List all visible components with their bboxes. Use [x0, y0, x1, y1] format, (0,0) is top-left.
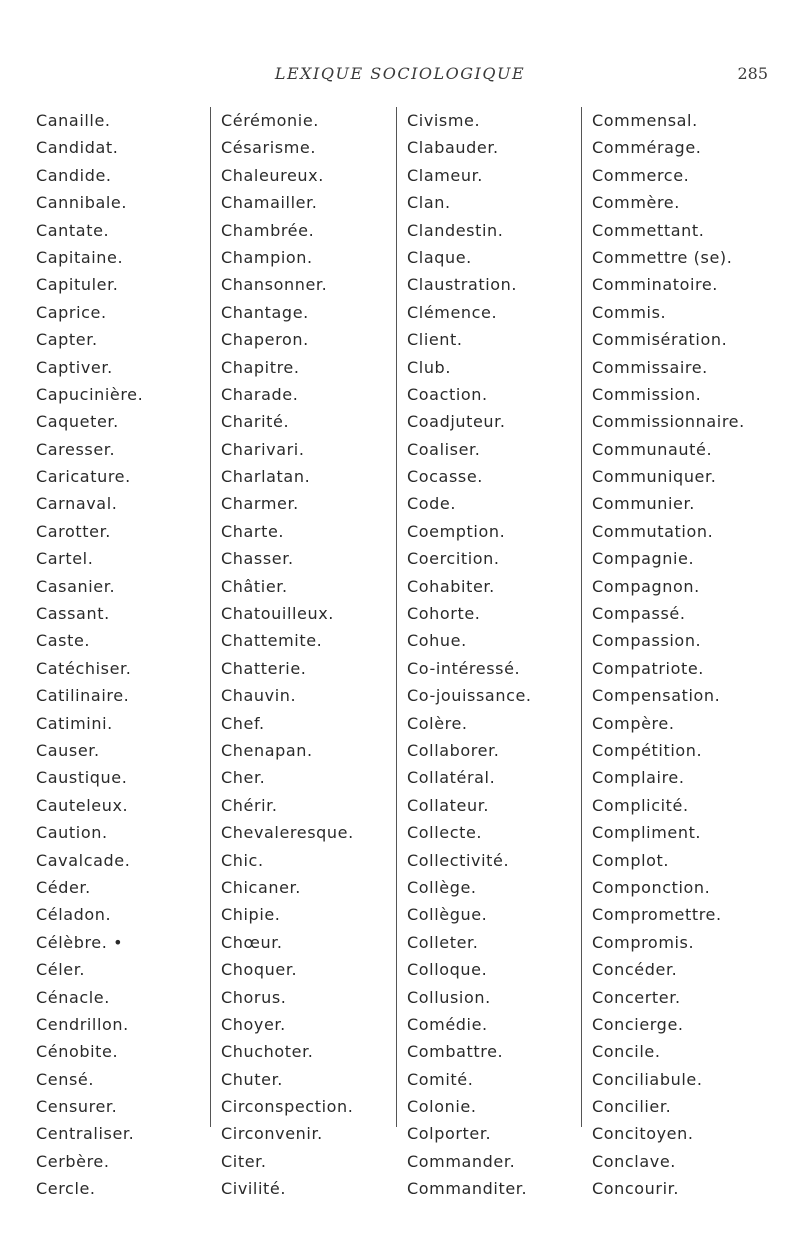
- lexicon-entry: Chansonner.: [221, 275, 328, 295]
- lexicon-entry: Commissionnaire.: [592, 412, 745, 432]
- lexicon-entry: Commission.: [592, 384, 702, 404]
- lexicon-entry: Cénacle.: [36, 987, 110, 1007]
- lexicon-entry: Candidat.: [36, 138, 119, 158]
- lexicon-entry: Code.: [407, 494, 457, 514]
- lexicon-entry: Carotter.: [36, 521, 111, 541]
- lexicon-entry: Coaliser.: [407, 439, 481, 459]
- page-number: 285: [737, 64, 768, 83]
- lexicon-entry: Choyer.: [221, 1014, 286, 1034]
- lexicon-entry: Capter.: [36, 330, 98, 350]
- lexicon-entry: Cannibale.: [36, 193, 128, 213]
- lexicon-entry: Centraliser.: [36, 1124, 135, 1144]
- word-columns: [0, 107, 800, 1199]
- lexicon-entry: Comité.: [407, 1069, 474, 1089]
- lexicon-entry: Coadjuteur.: [407, 412, 506, 432]
- lexicon-entry: Caricature.: [36, 467, 131, 487]
- lexicon-entry: Conclave.: [592, 1151, 676, 1171]
- lexicon-entry: Communiquer.: [592, 467, 717, 487]
- lexicon-entry: Céder.: [36, 877, 91, 897]
- lexicon-entry: Coaction.: [407, 384, 488, 404]
- lexicon-entry: Clan.: [407, 193, 451, 213]
- lexicon-entry: Caresser.: [36, 439, 116, 459]
- lexicon-entry: Chœur.: [221, 932, 283, 952]
- lexicon-entry: Chef.: [221, 713, 265, 733]
- lexicon-entry: Caustique.: [36, 768, 128, 788]
- lexicon-entry: Cendrillon.: [36, 1014, 129, 1034]
- lexicon-entry: Capucinière.: [36, 384, 144, 404]
- lexicon-entry: Charivari.: [221, 439, 305, 459]
- lexicon-entry: Compère.: [592, 713, 675, 733]
- lexicon-entry: Compagnie.: [592, 549, 695, 569]
- lexicon-entry: Chérir.: [221, 795, 278, 815]
- lexicon-entry: Capituler.: [36, 275, 119, 295]
- lexicon-entry: Colleter.: [407, 932, 479, 952]
- lexicon-entry: Commerce.: [592, 165, 690, 185]
- lexicon-entry: Cérémonie.: [221, 111, 319, 130]
- lexicon-entry: Cavalcade.: [36, 850, 131, 870]
- lexicon-entry: Commérage.: [592, 138, 702, 158]
- lexicon-entry: Commanditer.: [407, 1179, 528, 1199]
- lexicon-entry: Circonvenir.: [221, 1124, 323, 1144]
- lexicon-entry: Captiver.: [36, 357, 113, 377]
- lexicon-entry: Chevaleresque.: [221, 823, 354, 843]
- lexicon-entry: Compatriote.: [592, 658, 704, 678]
- lexicon-entry: Chattemite.: [221, 631, 323, 651]
- word-column-3: [396, 107, 577, 1199]
- lexicon-entry: Circonspection.: [221, 1097, 354, 1117]
- lexicon-entry: Clémence.: [407, 302, 498, 322]
- lexicon-entry: Commander.: [407, 1151, 516, 1171]
- lexicon-entry: Commettre (se).: [592, 247, 733, 267]
- lexicon-entry: Clandestin.: [407, 220, 504, 240]
- lexicon-entry: Claustration.: [407, 275, 518, 295]
- lexicon-entry: Citer.: [221, 1151, 267, 1171]
- lexicon-entry: Chaleureux.: [221, 165, 324, 185]
- word-column-1: [36, 107, 206, 1199]
- lexicon-entry: Chatterie.: [221, 658, 307, 678]
- lexicon-entry: Charte.: [221, 521, 285, 541]
- lexicon-entry: Champion.: [221, 247, 313, 267]
- lexicon-entry: Collatéral.: [407, 768, 496, 788]
- lexicon-entry: Charmer.: [221, 494, 299, 514]
- lexicon-entry: Chuchoter.: [221, 1042, 314, 1062]
- lexicon-entry: Clabauder.: [407, 138, 499, 158]
- lexicon-entry: Conciliabule.: [592, 1069, 703, 1089]
- lexicon-entry: Chipie.: [221, 905, 281, 925]
- lexicon-entry: Cher.: [221, 768, 266, 788]
- lexicon-entry: Commis.: [592, 302, 667, 322]
- lexicon-entry: Combattre.: [407, 1042, 504, 1062]
- lexicon-entry: Communier.: [592, 494, 695, 514]
- lexicon-entry: Concitoyen.: [592, 1124, 694, 1144]
- page-header: [0, 60, 800, 90]
- lexicon-entry: Chaperon.: [221, 330, 309, 350]
- lexicon-entry: Civilité.: [221, 1179, 287, 1199]
- lexicon-entry: Canaille.: [36, 111, 111, 130]
- lexicon-entry: Coemption.: [407, 521, 506, 541]
- lexicon-entry: Compromis.: [592, 932, 695, 952]
- lexicon-entry: Compassion.: [592, 631, 702, 651]
- lexicon-entry: Compétition.: [592, 740, 703, 760]
- lexicon-entry: Cercle.: [36, 1179, 96, 1199]
- lexicon-entry: Célèbre. •: [36, 932, 124, 952]
- word-column-4: [581, 107, 800, 1199]
- lexicon-entry: Cohorte.: [407, 604, 481, 624]
- lexicon-entry: Chantage.: [221, 302, 309, 322]
- lexicon-entry: Céler.: [36, 960, 86, 980]
- word-column-2: [210, 107, 391, 1199]
- lexicon-entry: Cartel.: [36, 549, 94, 569]
- lexicon-entry: Cauteleux.: [36, 795, 129, 815]
- lexicon-entry: Commettant.: [592, 220, 705, 240]
- word-list: [211, 107, 391, 1203]
- lexicon-entry: Collègue.: [407, 905, 488, 925]
- lexicon-entry: Civisme.: [407, 111, 481, 130]
- lexicon-entry: Chasser.: [221, 549, 294, 569]
- lexicon-entry: Claque.: [407, 247, 472, 267]
- lexicon-entry: Catimini.: [36, 713, 113, 733]
- lexicon-entry: Collectivité.: [407, 850, 510, 870]
- lexicon-entry: Concourir.: [592, 1179, 680, 1199]
- lexicon-entry: Charade.: [221, 384, 299, 404]
- lexicon-entry: Carnaval.: [36, 494, 118, 514]
- lexicon-entry: Cantate.: [36, 220, 110, 240]
- lexicon-entry: Cohue.: [407, 631, 467, 651]
- lexicon-entry: Candide.: [36, 165, 112, 185]
- lexicon-entry: Comédie.: [407, 1014, 488, 1034]
- lexicon-entry: Compensation.: [592, 686, 721, 706]
- lexicon-entry: Commutation.: [592, 521, 714, 541]
- lexicon-entry: Caqueter.: [36, 412, 119, 432]
- lexicon-entry: Complicité.: [592, 795, 689, 815]
- lexicon-entry: Colloque.: [407, 960, 488, 980]
- lexicon-entry: Concéder.: [592, 960, 678, 980]
- lexicon-entry: Colporter.: [407, 1124, 492, 1144]
- lexicon-entry: Choquer.: [221, 960, 298, 980]
- lexicon-entry: Collateur.: [407, 795, 490, 815]
- lexicon-entry: Censé.: [36, 1069, 95, 1089]
- lexicon-entry: Complot.: [592, 850, 670, 870]
- word-list: [36, 107, 206, 1203]
- lexicon-entry: Commère.: [592, 193, 680, 213]
- lexicon-entry: Co-jouissance.: [407, 686, 532, 706]
- lexicon-entry: Censurer.: [36, 1097, 118, 1117]
- lexicon-entry: Césarisme.: [221, 138, 317, 158]
- lexicon-entry: Cerbère.: [36, 1151, 110, 1171]
- lexicon-entry: Concierge.: [592, 1014, 684, 1034]
- lexicon-entry: Co-intéressé.: [407, 658, 521, 678]
- lexicon-entry: Casanier.: [36, 576, 116, 596]
- lexicon-entry: Commisération.: [592, 330, 728, 350]
- lexicon-entry: Commensal.: [592, 111, 698, 130]
- lexicon-entry: Concerter.: [592, 987, 681, 1007]
- lexicon-entry: Châtier.: [221, 576, 288, 596]
- lexicon-entry: Charlatan.: [221, 467, 311, 487]
- lexicon-entry: Communauté.: [592, 439, 713, 459]
- lexicon-entry: Charité.: [221, 412, 290, 432]
- lexicon-entry: Catéchiser.: [36, 658, 132, 678]
- running-title: LEXIQUE SOCIOLOGIQUE: [274, 64, 526, 83]
- lexicon-entry: Collège.: [407, 877, 477, 897]
- word-list: [397, 107, 577, 1203]
- lexicon-entry: Collecte.: [407, 823, 483, 843]
- lexicon-entry: Comminatoire.: [592, 275, 718, 295]
- lexicon-entry: Céladon.: [36, 905, 112, 925]
- lexicon-entry: Caste.: [36, 631, 91, 651]
- lexicon-entry: Commissaire.: [592, 357, 708, 377]
- lexicon-entry: Compassé.: [592, 604, 686, 624]
- word-list: [582, 107, 800, 1203]
- lexicon-entry: Catilinaire.: [36, 686, 130, 706]
- lexicon-entry: Concile.: [592, 1042, 661, 1062]
- lexicon-entry: Capitaine.: [36, 247, 124, 267]
- lexicon-entry: Chenapan.: [221, 740, 313, 760]
- lexicon-entry: Cénobite.: [36, 1042, 119, 1062]
- lexicon-entry: Caution.: [36, 823, 108, 843]
- lexicon-entry: Chorus.: [221, 987, 287, 1007]
- lexicon-entry: Chamailler.: [221, 193, 318, 213]
- lexicon-entry: Coercition.: [407, 549, 500, 569]
- lexicon-entry: Colonie.: [407, 1097, 477, 1117]
- lexicon-entry: Caprice.: [36, 302, 107, 322]
- lexicon-entry: Componction.: [592, 877, 711, 897]
- lexicon-entry: Compliment.: [592, 823, 702, 843]
- lexicon-entry: Causer.: [36, 740, 100, 760]
- lexicon-entry: Collaborer.: [407, 740, 500, 760]
- lexicon-entry: Collusion.: [407, 987, 491, 1007]
- lexicon-entry: Compromettre.: [592, 905, 722, 925]
- lexicon-entry: Cassant.: [36, 604, 110, 624]
- lexicon-entry: Compagnon.: [592, 576, 700, 596]
- lexicon-entry: Chapitre.: [221, 357, 300, 377]
- lexicon-entry: Client.: [407, 330, 463, 350]
- lexicon-entry: Chauvin.: [221, 686, 297, 706]
- lexicon-entry: Club.: [407, 357, 451, 377]
- lexicon-entry: Chatouilleux.: [221, 604, 334, 624]
- lexicon-entry: Cohabiter.: [407, 576, 495, 596]
- lexicon-entry: Cocasse.: [407, 467, 483, 487]
- lexicon-entry: Concilier.: [592, 1097, 672, 1117]
- lexicon-entry: Chicaner.: [221, 877, 301, 897]
- lexicon-entry: Colère.: [407, 713, 468, 733]
- lexicon-entry: Chuter.: [221, 1069, 283, 1089]
- lexicon-entry: Clameur.: [407, 165, 483, 185]
- lexicon-entry: Complaire.: [592, 768, 685, 788]
- lexicon-entry: Chambrée.: [221, 220, 315, 240]
- lexicon-entry: Chic.: [221, 850, 264, 870]
